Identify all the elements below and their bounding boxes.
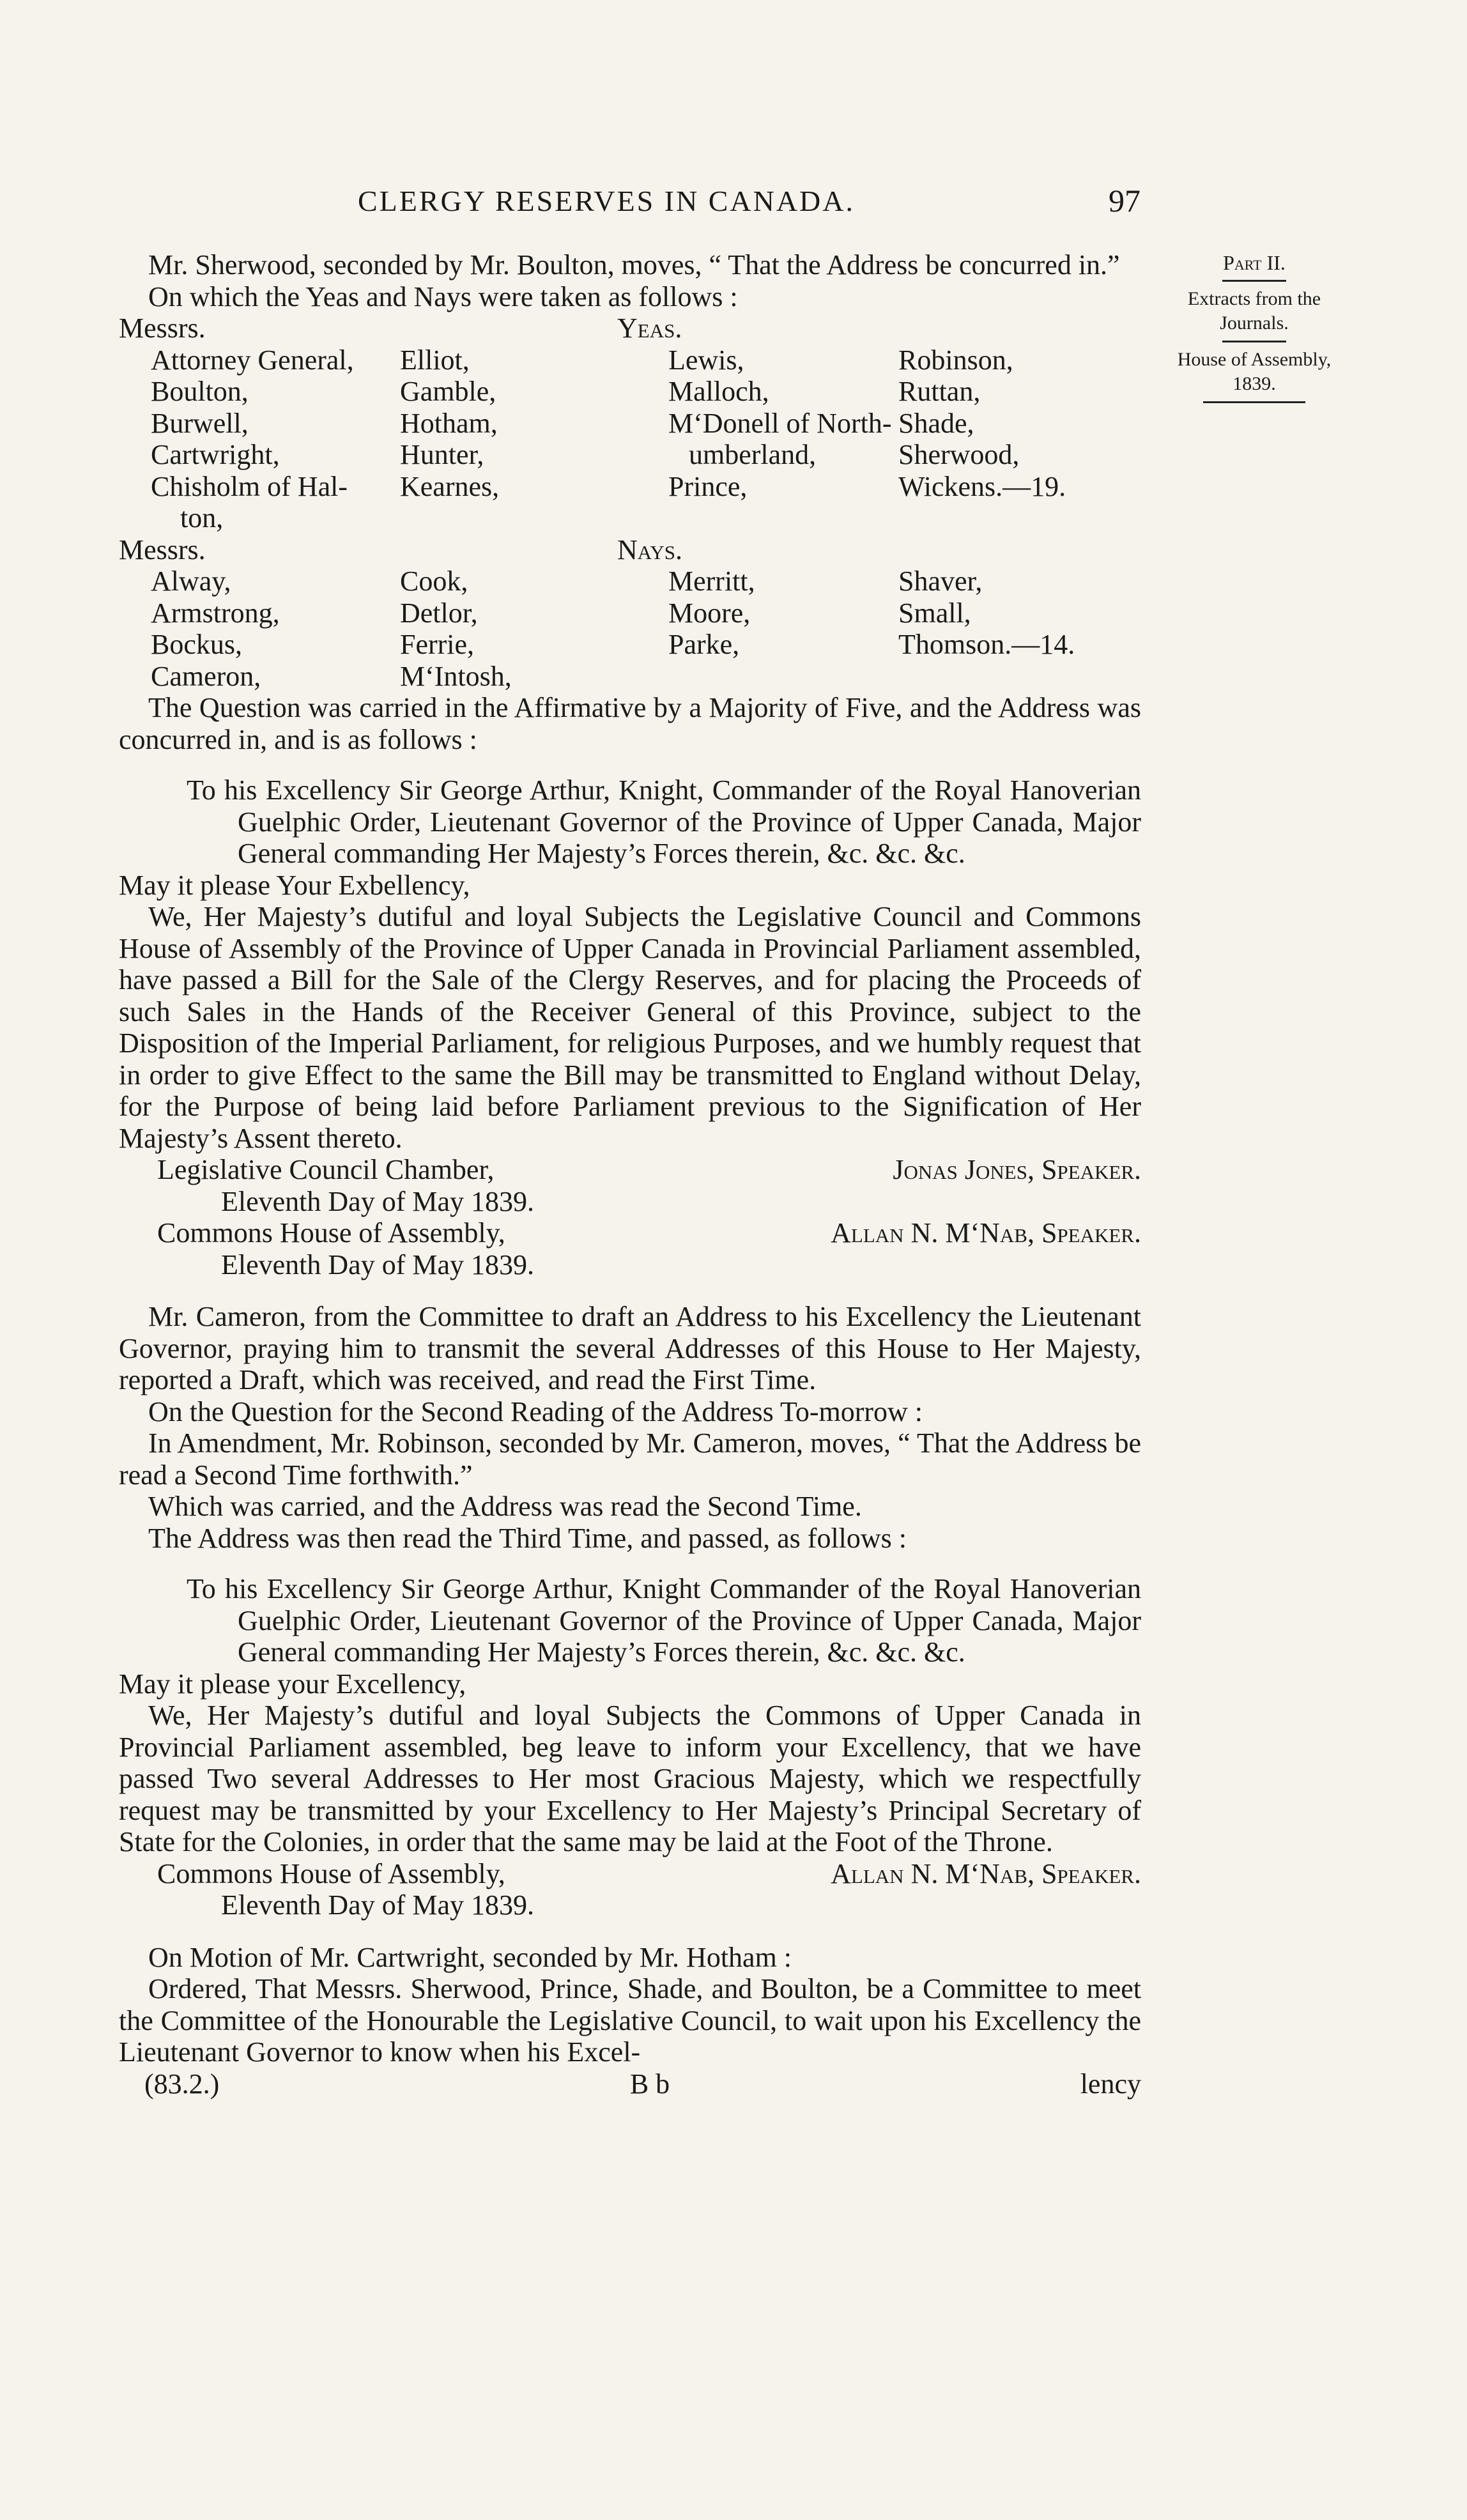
vote-name: Cartwright,	[151, 439, 280, 470]
vote-name: Small,	[898, 597, 971, 629]
committee-report: Mr. Cameron, from the Committee to draft an Address to his Excellency the Lieutenant Governor, praying him to transmit the several Addresses of this House to Her Majesty, reported a Draft, which was received, and read the First Time.	[119, 1301, 1141, 1395]
vote-name: Wickens.—19.	[898, 470, 1066, 502]
signature-place: Commons House of Assembly,	[157, 1217, 505, 1248]
nays-header-row	[119, 534, 1141, 566]
yeas-header-row	[119, 312, 1141, 344]
vote-name: Shaver,	[898, 565, 983, 597]
vote-name: ton,	[180, 502, 224, 534]
vote-name: Ferrie,	[400, 629, 475, 660]
catchword: lency	[1080, 2068, 1141, 2100]
vote-name	[898, 661, 1141, 693]
yeas-heading: Yeas.	[617, 312, 682, 344]
vote-row	[119, 597, 1141, 629]
vote-name: Chisholm of Hal-	[151, 470, 348, 502]
vote-name	[400, 502, 617, 534]
vote-name: Armstrong,	[151, 597, 280, 629]
vote-name	[898, 502, 1141, 534]
signature-block	[119, 1154, 1141, 1186]
vote-name: Detlor,	[400, 597, 478, 629]
vote-name: Merritt,	[668, 565, 755, 597]
margin-rule	[1222, 341, 1286, 342]
margin-part: Part II.	[1223, 251, 1286, 274]
vote-name: Elliot,	[400, 344, 470, 376]
vote-name: Kearnes,	[400, 470, 500, 502]
vote-name: Robinson,	[898, 344, 1013, 376]
address1-body: We, Her Majesty’s dutiful and loyal Subjects the Legislative Council and Commons House of Assembly of the Province of Upper Canada in Provincial Parliament assembled, have passed a Bill for the Sale of the Clergy Reserves, and for placing the Proceeds of such Sales in the Hands of the Receiver General of this Province, subject to the Disposition of the Imperial Parliament, for religious Purposes, and we humbly request that in order to give Effect to the same the Bill may be transmitted to England without Delay, for the Purpose of being laid before Parliament previous to the Signification of Her Majesty’s Assent thereto.	[119, 901, 1141, 1154]
vote-name: Malloch,	[668, 376, 769, 407]
vote-name: Burwell,	[151, 407, 249, 439]
yeas-label: Messrs.	[119, 312, 206, 344]
vote-name: umberland,	[689, 439, 817, 470]
nays-label: Messrs.	[119, 534, 206, 565]
vote-name: Gamble,	[400, 376, 496, 407]
signature-date: Eleventh Day of May 1839.	[221, 1185, 534, 1217]
vote-name: Prince,	[668, 470, 748, 502]
amendment-paragraph: In Amendment, Mr. Robinson, seconded by Mr. Cameron, moves, “ That the Address be read a Second Time forthwith.”	[119, 1427, 1141, 1491]
vote-row	[119, 565, 1141, 597]
second-reading-question: On the Question for the Second Reading of the Address To-morrow :	[148, 1395, 923, 1427]
carried-paragraph: Which was carried, and the Address was read the Second Time.	[148, 1491, 862, 1522]
motion-intro: Mr. Sherwood, seconded by Mr. Boulton, moves, “ That the Address be concurred in.”	[148, 249, 1120, 280]
motion-paragraph: On Motion of Mr. Cartwright, seconded by Mr. Hotham :	[148, 1941, 792, 1973]
vote-row	[119, 439, 1141, 471]
vote-name: Alway,	[151, 565, 231, 597]
signature-place: Legislative Council Chamber,	[157, 1154, 495, 1185]
margin-year: 1839.	[1233, 373, 1276, 394]
signature-block	[119, 1217, 1141, 1249]
margin-rule	[1203, 401, 1305, 403]
signature-place: Commons House of Assembly,	[157, 1857, 505, 1889]
vote-row	[119, 661, 1141, 693]
sheet-mark: (83.2.)	[144, 2068, 220, 2100]
margin-note	[1174, 250, 1334, 408]
vote-name	[617, 661, 898, 693]
nays-table	[119, 534, 1141, 693]
vote-name: Attorney General,	[151, 344, 354, 376]
signature-mark: B b	[629, 2068, 670, 2100]
running-head: CLERGY RESERVES IN CANADA.	[358, 185, 855, 217]
vote-row	[119, 629, 1141, 661]
signature-name: Jonas Jones, Speaker.	[893, 1154, 1141, 1185]
vote-row	[119, 408, 1141, 440]
signature-block	[119, 1858, 1141, 1890]
third-reading-paragraph: The Address was then read the Third Time, and passed, as follows :	[148, 1522, 907, 1554]
votes-intro: On which the Yeas and Nays were taken as follows :	[148, 280, 738, 312]
margin-section: Extracts from the Journals.	[1187, 288, 1321, 334]
vote-name	[617, 502, 898, 534]
margin-rule	[1222, 280, 1286, 282]
vote-name: Lewis,	[668, 344, 744, 376]
result-paragraph: The Question was carried in the Affirmative by a Majority of Five, and the Address was concurred in, and is as follows :	[119, 692, 1141, 755]
page-number: 97	[1109, 183, 1141, 219]
vote-name: Hotham,	[400, 407, 498, 439]
vote-name: Moore,	[668, 597, 751, 629]
vote-name: Boulton,	[151, 376, 249, 407]
vote-name: Cook,	[400, 565, 468, 597]
signature-date: Eleventh Day of May 1839.	[221, 1248, 534, 1280]
vote-row	[119, 344, 1141, 376]
vote-name: Shade,	[898, 407, 974, 439]
vote-name: Hunter,	[400, 439, 484, 470]
main-text	[119, 249, 1141, 2100]
vote-name: M‘Intosh,	[400, 660, 512, 692]
address2-body: We, Her Majesty’s dutiful and loyal Subjects the Commons of Upper Canada in Provincial Parliament assembled, beg leave to inform your Excellency, that we have passed Two several Addresses to Her most Gracious Majesty, which we respectfully request may be transmitted by your Excellency to Her Majesty’s Principal Secretary of State for the Colonies, in order that the same may be laid at the Foot of the Throne.	[119, 1700, 1141, 1857]
address1-recipient: To his Excellency Sir George Arthur, Knight, Commander of the Royal Hanoverian Guelphic Order, Lieutenant Governor of the Province of Upper Canada, Major General commanding Her Majesty’s Forces therein, &c. &c. &c.	[187, 774, 1141, 869]
signature-date: Eleventh Day of May 1839.	[221, 1889, 534, 1921]
signature-name: Allan N. M‘Nab, Speaker.	[831, 1217, 1141, 1248]
vote-row	[119, 502, 1141, 534]
ordered-paragraph: Ordered, That Messrs. Sherwood, Prince, Shade, and Boulton, be a Committee to meet the Committee of the Honourable the Legislative Council, to wait upon his Excellency the Lieutenant Governor to know when his Excel-	[119, 1973, 1141, 2068]
vote-name: Thomson.—14.	[898, 629, 1075, 660]
address1-salutation: May it please Your Exbellency,	[119, 869, 470, 901]
vote-name: Bockus,	[151, 629, 242, 660]
nays-heading: Nays.	[617, 534, 682, 565]
vote-name: Parke,	[668, 629, 740, 660]
vote-name: Ruttan,	[898, 376, 981, 407]
vote-name: Cameron,	[151, 660, 261, 692]
signature-name: Allan N. M‘Nab, Speaker.	[831, 1857, 1141, 1889]
vote-name: M‘Donell of North-	[668, 407, 892, 439]
yeas-table	[119, 312, 1141, 534]
vote-row	[119, 471, 1141, 503]
address2-recipient: To his Excellency Sir George Arthur, Knight Commander of the Royal Hanoverian Guelphic Order, Lieutenant Governor of the Province of Upper Canada, Major General commanding Her Majesty’s Forces therein, &c. &c. &c.	[187, 1573, 1141, 1668]
vote-name: Sherwood,	[898, 439, 1020, 470]
vote-row	[119, 376, 1141, 408]
address2-salutation: May it please your Excellency,	[119, 1668, 466, 1700]
page-footer	[119, 2068, 1141, 2100]
margin-house: House of Assembly,	[1177, 349, 1332, 370]
